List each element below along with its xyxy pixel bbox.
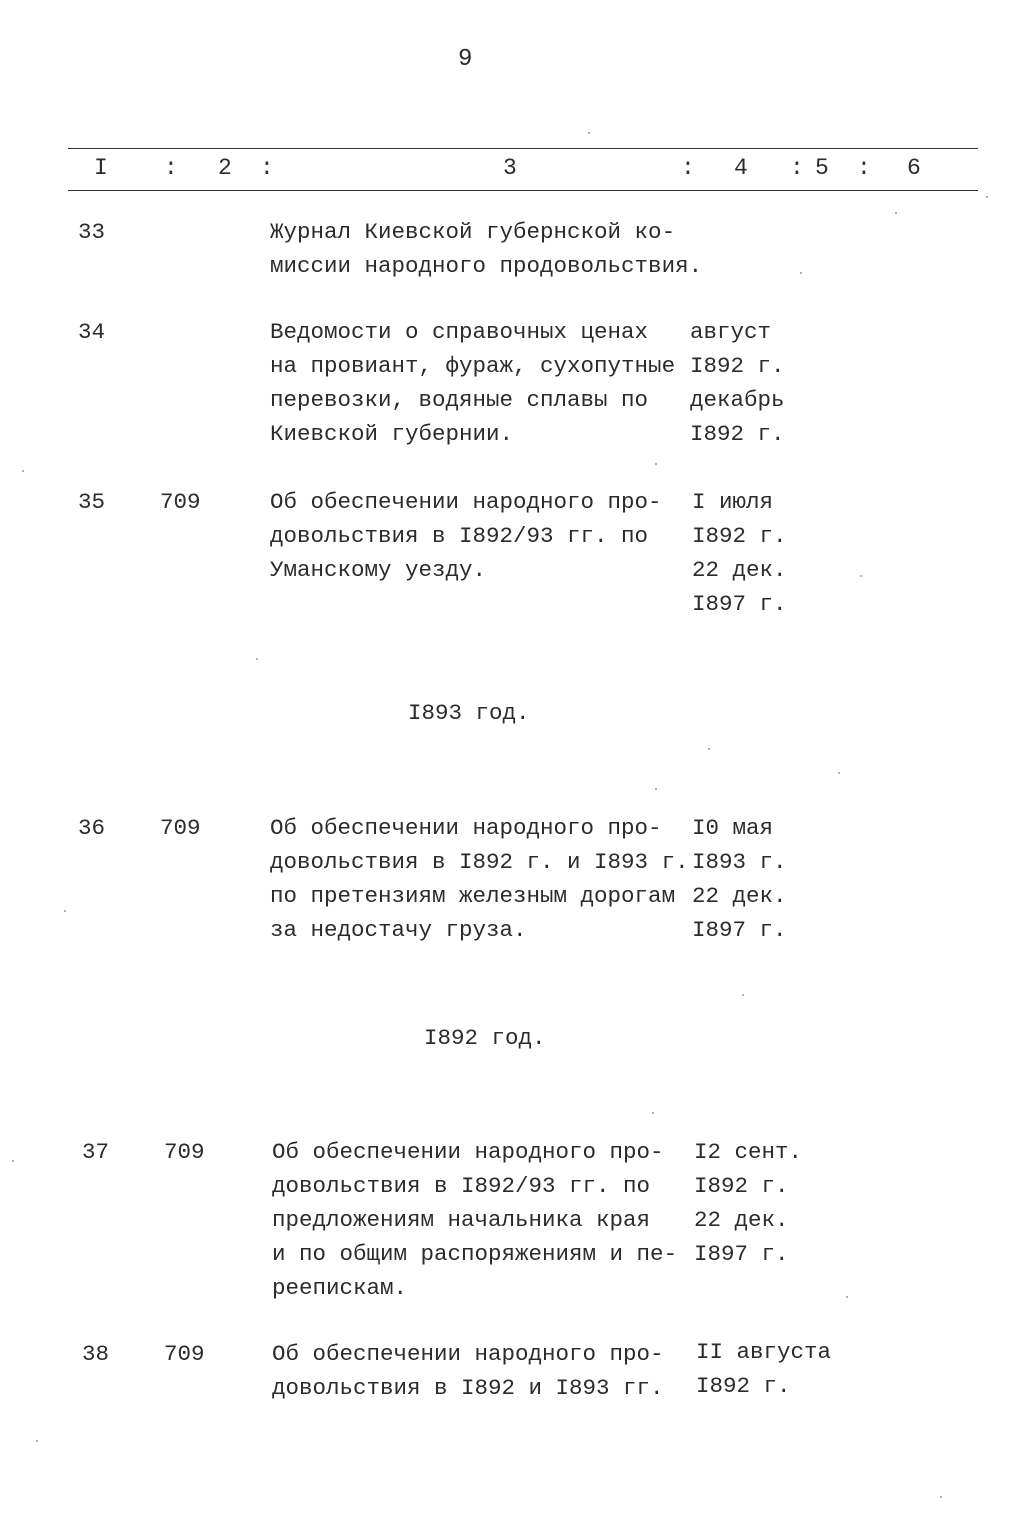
entry-title-line: и по общим распоряжениям и пе- (272, 1241, 678, 1267)
column-header-5: 5 (815, 155, 829, 181)
entry-title-line: перевозки, водяные сплавы по (270, 387, 649, 413)
column-header-4: 4 (734, 155, 748, 181)
scan-speck (652, 1112, 654, 1114)
column-separator: : (857, 155, 871, 181)
entry-date: 22 дек. (694, 1207, 789, 1233)
entry-number: 34 (78, 319, 106, 345)
entry-date: I892 г. (696, 1373, 791, 1399)
entry-fund: 709 (164, 1139, 205, 1165)
entry-date: I июля (692, 489, 774, 515)
scan-speck (846, 1296, 848, 1298)
entry-number: 37 (82, 1139, 110, 1165)
scan-speck (742, 994, 744, 996)
scan-speck (655, 788, 657, 790)
entry-date: I0 мая (692, 815, 774, 841)
section-heading-1893: I893 год. (408, 700, 530, 726)
entry-title-line: реепискам. (272, 1275, 408, 1301)
entry-title-line: довольствия в I892 г. и I893 г. (270, 849, 689, 875)
scan-speck (22, 470, 24, 472)
entry-date: 22 дек. (692, 557, 787, 583)
entry-date: I892 г. (694, 1173, 789, 1199)
scan-speck (895, 212, 897, 214)
entry-fund: 709 (160, 489, 201, 515)
scan-speck (64, 910, 66, 912)
entry-fund: 709 (164, 1341, 205, 1367)
entry-number: 36 (78, 815, 106, 841)
page-number: 9 (458, 46, 473, 73)
entry-title-line: довольствия в I892 и I893 гг. (272, 1375, 664, 1401)
section-heading-1892: I892 год. (424, 1025, 546, 1051)
entry-title-line: Журнал Киевской губернской ко- (270, 219, 676, 245)
scan-speck (838, 772, 840, 774)
column-header-6: 6 (907, 155, 921, 181)
column-separator: : (790, 155, 804, 181)
entry-number: 35 (78, 489, 106, 515)
entry-title-line: Ведомости о справочных ценах (270, 319, 649, 345)
entry-date: I897 г. (694, 1241, 789, 1267)
entry-number: 33 (78, 219, 106, 245)
scan-speck (940, 1496, 942, 1498)
entry-date: I892 г. (690, 353, 785, 379)
entry-title-line: довольствия в I892/93 гг. по (272, 1173, 651, 1199)
entry-title-line: Об обеспечении народного про- (272, 1139, 664, 1165)
header-rule-top (68, 148, 978, 149)
column-header-1: I (94, 155, 108, 181)
scan-speck (800, 272, 802, 274)
column-separator: : (260, 155, 274, 181)
scan-speck (860, 575, 862, 577)
entry-date: II августа (696, 1339, 832, 1365)
entry-number: 38 (82, 1341, 110, 1367)
entry-date: I892 г. (690, 421, 785, 447)
scan-speck (986, 196, 988, 198)
scan-speck (708, 748, 710, 750)
column-header-3: 3 (503, 155, 517, 181)
entry-title-line: по претензиям железным дорогам (270, 883, 676, 909)
entry-date: I893 г. (692, 849, 787, 875)
header-rule-bottom (68, 190, 978, 191)
scan-speck (588, 132, 590, 134)
entry-title-line: Об обеспечении народного про- (270, 489, 662, 515)
entry-fund: 709 (160, 815, 201, 841)
entry-date: 22 дек. (692, 883, 787, 909)
entry-date: I897 г. (692, 917, 787, 943)
entry-title-line: миссии народного продовольствия. (270, 253, 703, 279)
column-separator: : (681, 155, 695, 181)
scan-speck (256, 658, 258, 660)
entry-date: I892 г. (692, 523, 787, 549)
column-separator: : (164, 155, 178, 181)
column-header-2: 2 (218, 155, 232, 181)
scan-speck (12, 1160, 14, 1162)
scan-speck (36, 1440, 38, 1442)
entry-date: I2 сент. (694, 1139, 803, 1165)
entry-title-line: Об обеспечении народного про- (272, 1341, 664, 1367)
entry-title-line: довольствия в I892/93 гг. по (270, 523, 649, 549)
entry-date: август (690, 319, 772, 345)
scan-speck (655, 463, 657, 465)
entry-date: I897 г. (692, 591, 787, 617)
entry-date: декабрь (690, 387, 785, 413)
entry-title-line: на провиант, фураж, сухопутные (270, 353, 676, 379)
entry-title-line: предложениям начальника края (272, 1207, 651, 1233)
entry-title-line: Киевской губернии. (270, 421, 514, 447)
entry-title-line: Уманскому уезду. (270, 557, 487, 583)
entry-title-line: Об обеспечении народного про- (270, 815, 662, 841)
entry-title-line: за недостачу груза. (270, 917, 527, 943)
